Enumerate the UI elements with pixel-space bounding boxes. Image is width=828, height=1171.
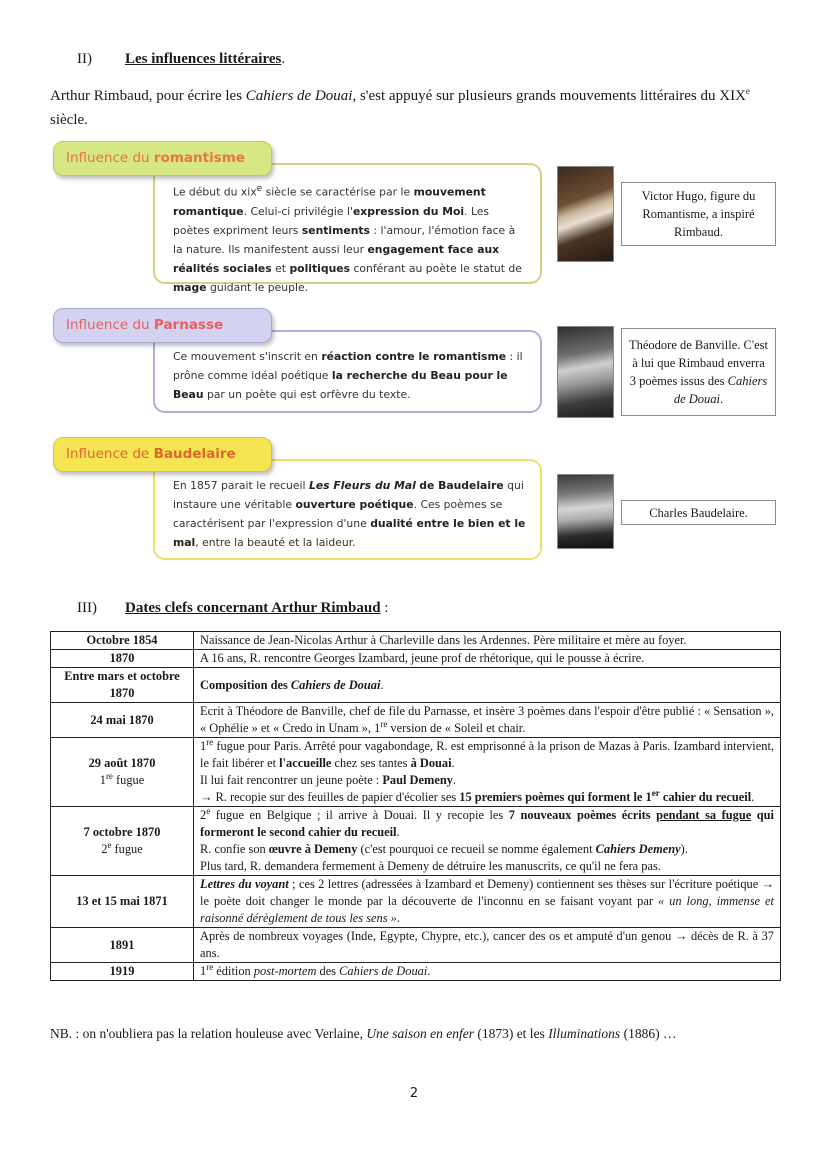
- timeline-date: [51, 668, 194, 703]
- caption-banville: [621, 328, 776, 416]
- portrait-charles-baudelaire: [557, 474, 614, 549]
- timeline-date: [51, 807, 194, 876]
- timeline-row: [51, 668, 781, 703]
- tag-bold: Baudelaire: [153, 446, 236, 462]
- caption-text: .: [720, 392, 724, 406]
- caption-italic: Cahiers de Douai: [673, 374, 768, 406]
- timeline-table: [50, 631, 781, 981]
- timeline-date: [51, 650, 194, 668]
- caption-text: Théodore de Banville. C'est à lui que Rimbaud enverra 3 poèmes issus des: [628, 338, 769, 388]
- timeline-event: 2e fugue en Belgique ; il arrive à Douai. Il y recopie les 7 nouveaux poèmes écrits pendant sa fugue qui formeront le second cahier du recueil. R. confie son œuvre à Demeny (c'est pourquoi ce recueil se nomme également Cahiers Demeny). Plus tard, R. demandera fermement à Demeny de détruire les manuscrits, ce qu'il ne fera pas.: [194, 807, 781, 876]
- timeline-event: Composition des Cahiers de Douai.: [194, 668, 781, 703]
- timeline-event: Ecrit à Théodore de Banville, chef de file du Parnasse, et insère 3 poèmes dans l'espoir d'être publié : « Sensation », « Ophélie » et « Credo in Unam », 1re version de « Soleil et chair.: [194, 703, 781, 738]
- section-number: II): [77, 51, 92, 67]
- section-heading-dates: [77, 600, 388, 617]
- timeline-row: [51, 738, 781, 807]
- page-number: 2: [409, 1086, 419, 1101]
- tag-prefix: Influence du: [66, 150, 154, 166]
- intro-text: , s'est appuyé sur plusieurs grands mouvements littéraires du XIX: [352, 88, 746, 104]
- section-number: III): [77, 600, 97, 616]
- nb-text: NB. : on n'oubliera pas la relation houleuse avec Verlaine, Une saison en enfer (1873) et les Illuminations (1886) …: [50, 1026, 677, 1041]
- date-label: Octobre 1854: [86, 633, 158, 647]
- timeline-date: [51, 928, 194, 963]
- tag-prefix: Influence de: [66, 446, 154, 462]
- date-sublabel: 1re fugue: [99, 770, 145, 787]
- timeline-row: [51, 650, 781, 668]
- caption-text: Charles Baudelaire.: [649, 505, 748, 520]
- tag-romantisme: [53, 141, 272, 176]
- box-text: Ce mouvement s'inscrit en réaction contre le romantisme : il prône comme idéal poétique la recherche du Beau pour le Beau par un poète qui est orfèvre du texte.: [173, 350, 523, 401]
- intro-text: Arthur Rimbaud, pour écrire les: [50, 88, 246, 104]
- tag-prefix: Influence du: [66, 317, 154, 333]
- timeline-date: [51, 703, 194, 738]
- date-label: 24 mai 1870: [90, 712, 154, 727]
- timeline-row: [51, 928, 781, 963]
- timeline-date: [51, 738, 194, 807]
- tag-parnasse: [53, 308, 272, 343]
- portrait-victor-hugo: [557, 166, 614, 262]
- date-label: 7 octobre 1870: [83, 825, 161, 839]
- timeline-event: Lettres du voyant ; ces 2 lettres (adressées à Izambard et Demeny) contiennent ses thèses sur l'écriture poétique → le poète doit changer le monde par la découverte de l'inconnu en se faisant voyant par « un long, immense et raisonné dérèglement de tous les sens ».: [194, 876, 781, 928]
- tag-baudelaire: [53, 437, 272, 472]
- timeline-row: [51, 876, 781, 928]
- timeline-row: [51, 632, 781, 650]
- box-baudelaire: [153, 459, 542, 560]
- timeline-event: Naissance de Jean-Nicolas Arthur à Charleville dans les Ardennes. Père militaire et mère au foyer.: [194, 632, 781, 650]
- timeline-row: [51, 963, 781, 981]
- section-title: Les influences littéraires: [125, 51, 282, 67]
- date-label: 13 et 15 mai 1871: [76, 894, 168, 908]
- timeline-event: Après de nombreux voyages (Inde, Egypte, Chypre, etc.), cancer des os et amputé d'un genou → décès de R. à 37 ans.: [194, 928, 781, 963]
- date-label: 29 août 1870: [88, 756, 156, 770]
- intro-text: siècle.: [50, 112, 88, 128]
- intro-sup: e: [745, 86, 750, 96]
- timeline-date: [51, 632, 194, 650]
- date-label: 1919: [109, 964, 135, 978]
- portrait-theodore-de-banville: [557, 326, 614, 418]
- timeline-date: [51, 876, 194, 928]
- timeline-event: 1re fugue pour Paris. Arrêté pour vagabondage, R. est emprisonné à la prison de Mazas à Paris. Izambard intervient, le fait libérer et l'accueille chez ses tantes à Douai. Il lui fait rencontrer un jeune poète : Paul Demeny. → R. recopie sur des feuilles de papier d'écolier ses 15 premiers poèmes qui forment le 1er cahier du recueil.: [194, 738, 781, 807]
- date-label: 1870: [109, 651, 135, 665]
- caption-text: Victor Hugo, figure du Romantisme, a inspiré Rimbaud.: [641, 189, 756, 239]
- tag-bold: romantisme: [153, 150, 245, 166]
- section-title: Dates clefs concernant Arthur Rimbaud: [125, 600, 381, 616]
- date-label: 1891: [109, 937, 135, 952]
- section-heading-influences: [77, 51, 285, 68]
- date-sublabel: 2e fugue: [101, 839, 143, 856]
- intro-italic: Cahiers de Douai: [245, 88, 353, 104]
- timeline-row: [51, 807, 781, 876]
- date-label: Entre mars et octobre 1870: [64, 669, 180, 700]
- caption-baudelaire: [621, 500, 776, 525]
- timeline-date: [51, 963, 194, 981]
- timeline-row: [51, 703, 781, 738]
- timeline-event: A 16 ans, R. rencontre Georges Izambard, jeune prof de rhétorique, qui le pousse à écrire.: [194, 650, 781, 668]
- section-title-suffix: :: [380, 600, 389, 616]
- box-text: Le début du xix$^e$ siècle se caractérise par le mouvement romantique. Celui-ci privilégie l'expression du Moi. Les poètes expriment leurs sentiments : l'amour, l'émotion face à la nature. Ils manifestent aussi leur engagement face aux réalités sociales et politiques conférant au poète le statut de mage guidant le peuple.: [173, 184, 522, 294]
- box-romantisme: [153, 163, 542, 294]
- tag-bold: Parnasse: [153, 317, 224, 333]
- caption-victor-hugo: [621, 182, 776, 246]
- intro-paragraph: [50, 84, 790, 132]
- box-text: En 1857 parait le recueil Les Fleurs du Mal de Baudelaire qui instaure une véritable ouverture poétique. Ces poèmes se caractérisent par l'expression d'une dualité entre le bien et le mal, entre la beauté et la laideur.: [173, 479, 526, 549]
- nb-note: [50, 1026, 676, 1042]
- section-title-suffix: .: [281, 51, 286, 67]
- timeline-event: 1re édition post-mortem des Cahiers de Douai.: [194, 963, 781, 981]
